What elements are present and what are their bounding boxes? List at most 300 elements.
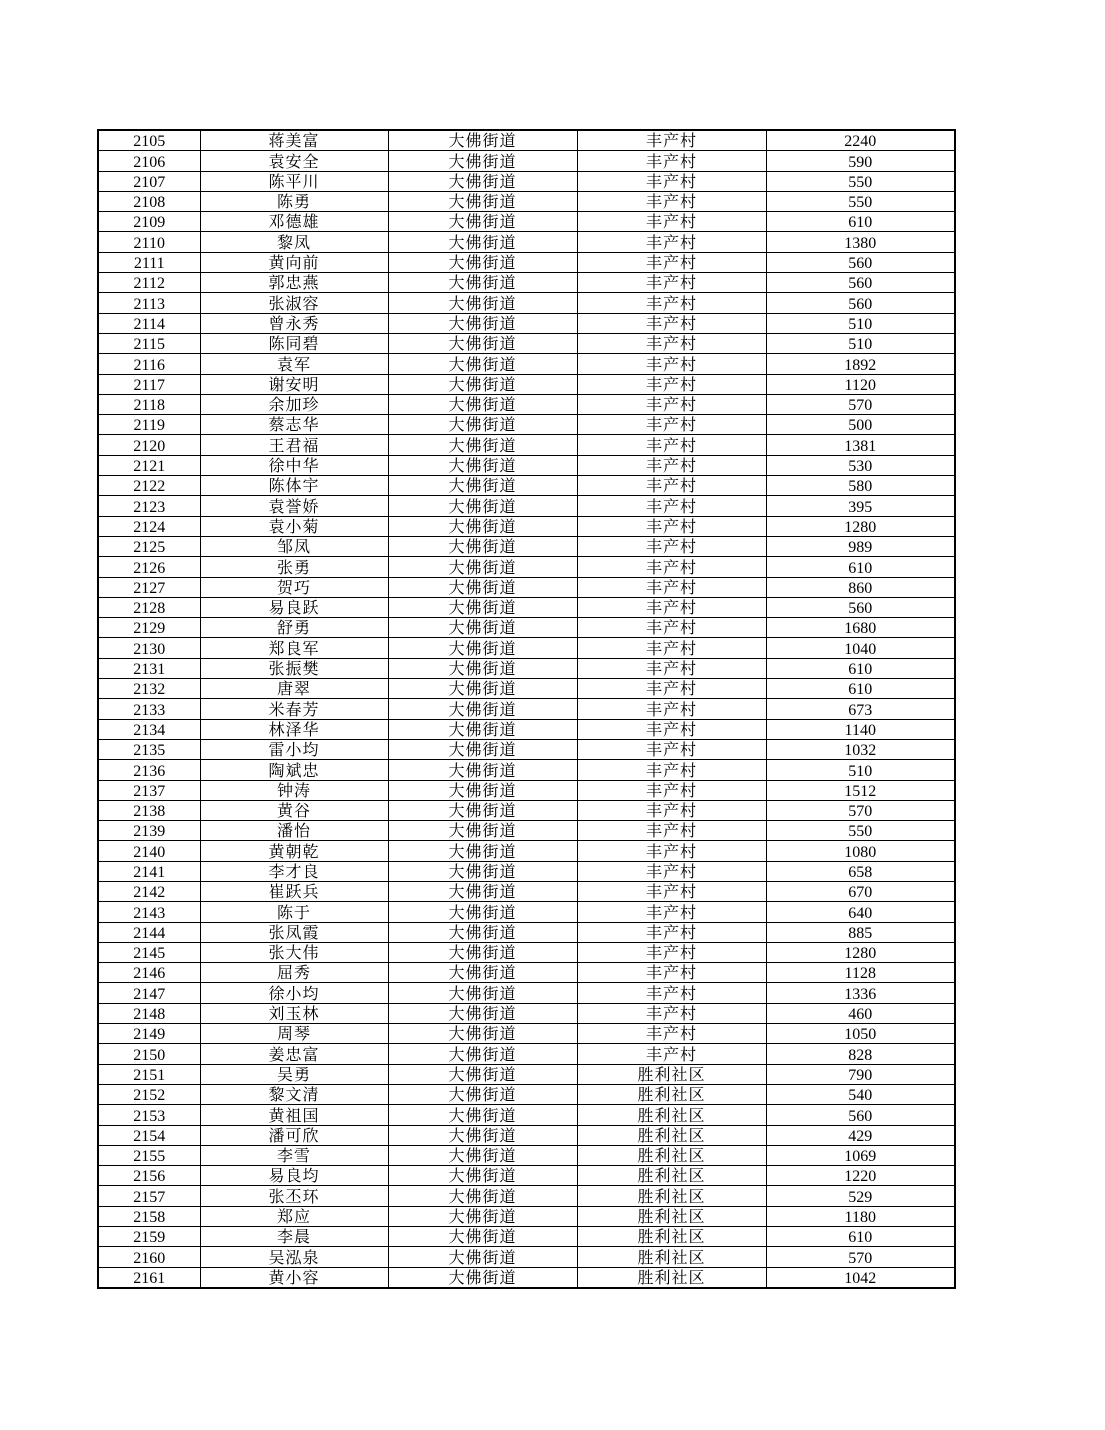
street-cell: 大佛街道 xyxy=(388,1024,577,1044)
village-cell: 胜利社区 xyxy=(577,1084,766,1104)
table-row xyxy=(98,476,955,496)
name-cell: 郑良军 xyxy=(200,638,388,658)
village-cell: 丰产村 xyxy=(577,232,766,252)
table-row xyxy=(98,1247,955,1267)
village-cell: 丰产村 xyxy=(577,313,766,333)
row-number-cell: 2129 xyxy=(98,618,200,638)
name-cell: 潘怡 xyxy=(200,821,388,841)
street-cell: 大佛街道 xyxy=(388,1247,577,1267)
amount-cell: 1080 xyxy=(766,841,955,861)
street-cell: 大佛街道 xyxy=(388,841,577,861)
name-cell: 陈于 xyxy=(200,902,388,922)
amount-cell: 828 xyxy=(766,1044,955,1064)
street-cell: 大佛街道 xyxy=(388,658,577,678)
village-cell: 胜利社区 xyxy=(577,1227,766,1247)
amount-cell: 1680 xyxy=(766,618,955,638)
village-cell: 丰产村 xyxy=(577,618,766,638)
amount-cell: 1140 xyxy=(766,719,955,739)
name-cell: 屈秀 xyxy=(200,963,388,983)
name-cell: 蒋美富 xyxy=(200,130,388,151)
village-cell: 丰产村 xyxy=(577,273,766,293)
street-cell: 大佛街道 xyxy=(388,1267,577,1288)
village-cell: 丰产村 xyxy=(577,1024,766,1044)
street-cell: 大佛街道 xyxy=(388,191,577,211)
street-cell: 大佛街道 xyxy=(388,557,577,577)
street-cell: 大佛街道 xyxy=(388,739,577,759)
street-cell: 大佛街道 xyxy=(388,516,577,536)
village-cell: 丰产村 xyxy=(577,719,766,739)
village-cell: 丰产村 xyxy=(577,800,766,820)
table-row xyxy=(98,841,955,861)
amount-cell: 540 xyxy=(766,1084,955,1104)
row-number-cell: 2116 xyxy=(98,354,200,374)
row-number-cell: 2131 xyxy=(98,658,200,678)
village-cell: 丰产村 xyxy=(577,151,766,171)
name-cell: 张大伟 xyxy=(200,942,388,962)
row-number-cell: 2128 xyxy=(98,597,200,617)
street-cell: 大佛街道 xyxy=(388,313,577,333)
name-cell: 张淑容 xyxy=(200,293,388,313)
row-number-cell: 2160 xyxy=(98,1247,200,1267)
name-cell: 崔跃兵 xyxy=(200,881,388,901)
table-row xyxy=(98,1024,955,1044)
amount-cell: 1336 xyxy=(766,983,955,1003)
table-row xyxy=(98,273,955,293)
street-cell: 大佛街道 xyxy=(388,902,577,922)
name-cell: 吴泓泉 xyxy=(200,1247,388,1267)
table-row xyxy=(98,394,955,414)
amount-cell: 580 xyxy=(766,476,955,496)
table-row xyxy=(98,212,955,232)
street-cell: 大佛街道 xyxy=(388,1145,577,1165)
name-cell: 郭忠燕 xyxy=(200,273,388,293)
row-number-cell: 2118 xyxy=(98,394,200,414)
village-cell: 胜利社区 xyxy=(577,1247,766,1267)
amount-cell: 670 xyxy=(766,881,955,901)
table-row xyxy=(98,760,955,780)
table-row xyxy=(98,1084,955,1104)
row-number-cell: 2156 xyxy=(98,1166,200,1186)
name-cell: 陈体宇 xyxy=(200,476,388,496)
village-cell: 胜利社区 xyxy=(577,1145,766,1165)
name-cell: 黎凤 xyxy=(200,232,388,252)
row-number-cell: 2136 xyxy=(98,760,200,780)
name-cell: 米春芳 xyxy=(200,699,388,719)
row-number-cell: 2107 xyxy=(98,171,200,191)
amount-cell: 429 xyxy=(766,1125,955,1145)
row-number-cell: 2108 xyxy=(98,191,200,211)
table-row xyxy=(98,983,955,1003)
street-cell: 大佛街道 xyxy=(388,679,577,699)
name-cell: 姜忠富 xyxy=(200,1044,388,1064)
street-cell: 大佛街道 xyxy=(388,1003,577,1023)
name-cell: 林泽华 xyxy=(200,719,388,739)
street-cell: 大佛街道 xyxy=(388,415,577,435)
table-row xyxy=(98,597,955,617)
row-number-cell: 2105 xyxy=(98,130,200,151)
amount-cell: 658 xyxy=(766,861,955,881)
village-cell: 丰产村 xyxy=(577,1003,766,1023)
street-cell: 大佛街道 xyxy=(388,760,577,780)
amount-cell: 550 xyxy=(766,171,955,191)
row-number-cell: 2137 xyxy=(98,780,200,800)
table-row xyxy=(98,719,955,739)
table-row xyxy=(98,557,955,577)
village-cell: 丰产村 xyxy=(577,354,766,374)
street-cell: 大佛街道 xyxy=(388,232,577,252)
table-row xyxy=(98,861,955,881)
village-cell: 丰产村 xyxy=(577,191,766,211)
amount-cell: 570 xyxy=(766,394,955,414)
name-cell: 黄向前 xyxy=(200,252,388,272)
amount-cell: 1050 xyxy=(766,1024,955,1044)
row-number-cell: 2122 xyxy=(98,476,200,496)
row-number-cell: 2109 xyxy=(98,212,200,232)
amount-cell: 510 xyxy=(766,333,955,353)
table-row xyxy=(98,252,955,272)
row-number-cell: 2138 xyxy=(98,800,200,820)
name-cell: 易良均 xyxy=(200,1166,388,1186)
village-cell: 丰产村 xyxy=(577,638,766,658)
amount-cell: 560 xyxy=(766,1105,955,1125)
village-cell: 丰产村 xyxy=(577,476,766,496)
village-cell: 丰产村 xyxy=(577,942,766,962)
amount-cell: 1120 xyxy=(766,374,955,394)
street-cell: 大佛街道 xyxy=(388,394,577,414)
name-cell: 黄谷 xyxy=(200,800,388,820)
amount-cell: 570 xyxy=(766,800,955,820)
name-cell: 曾永秀 xyxy=(200,313,388,333)
street-cell: 大佛街道 xyxy=(388,922,577,942)
table-body xyxy=(98,130,955,1288)
name-cell: 郑应 xyxy=(200,1206,388,1226)
village-cell: 丰产村 xyxy=(577,739,766,759)
row-number-cell: 2146 xyxy=(98,963,200,983)
amount-cell: 460 xyxy=(766,1003,955,1023)
name-cell: 袁安全 xyxy=(200,151,388,171)
row-number-cell: 2155 xyxy=(98,1145,200,1165)
village-cell: 丰产村 xyxy=(577,394,766,414)
name-cell: 陈同碧 xyxy=(200,333,388,353)
row-number-cell: 2114 xyxy=(98,313,200,333)
table-row xyxy=(98,902,955,922)
table-row xyxy=(98,1145,955,1165)
street-cell: 大佛街道 xyxy=(388,1206,577,1226)
amount-cell: 885 xyxy=(766,922,955,942)
street-cell: 大佛街道 xyxy=(388,435,577,455)
table-row xyxy=(98,577,955,597)
table-row xyxy=(98,1227,955,1247)
name-cell: 张凤霞 xyxy=(200,922,388,942)
village-cell: 丰产村 xyxy=(577,516,766,536)
amount-cell: 1032 xyxy=(766,739,955,759)
village-cell: 丰产村 xyxy=(577,881,766,901)
name-cell: 贺巧 xyxy=(200,577,388,597)
name-cell: 黄小容 xyxy=(200,1267,388,1288)
table-row xyxy=(98,922,955,942)
name-cell: 吴勇 xyxy=(200,1064,388,1084)
amount-cell: 640 xyxy=(766,902,955,922)
village-cell: 胜利社区 xyxy=(577,1125,766,1145)
street-cell: 大佛街道 xyxy=(388,699,577,719)
name-cell: 余加珍 xyxy=(200,394,388,414)
village-cell: 丰产村 xyxy=(577,293,766,313)
street-cell: 大佛街道 xyxy=(388,780,577,800)
street-cell: 大佛街道 xyxy=(388,597,577,617)
village-cell: 丰产村 xyxy=(577,577,766,597)
name-cell: 蔡志华 xyxy=(200,415,388,435)
street-cell: 大佛街道 xyxy=(388,963,577,983)
amount-cell: 560 xyxy=(766,273,955,293)
name-cell: 黄祖国 xyxy=(200,1105,388,1125)
row-number-cell: 2133 xyxy=(98,699,200,719)
table-row xyxy=(98,1166,955,1186)
row-number-cell: 2147 xyxy=(98,983,200,1003)
amount-cell: 1220 xyxy=(766,1166,955,1186)
amount-cell: 510 xyxy=(766,313,955,333)
row-number-cell: 2130 xyxy=(98,638,200,658)
street-cell: 大佛街道 xyxy=(388,171,577,191)
village-cell: 胜利社区 xyxy=(577,1206,766,1226)
table-row xyxy=(98,516,955,536)
village-cell: 丰产村 xyxy=(577,861,766,881)
row-number-cell: 2106 xyxy=(98,151,200,171)
name-cell: 谢安明 xyxy=(200,374,388,394)
village-cell: 丰产村 xyxy=(577,841,766,861)
village-cell: 丰产村 xyxy=(577,1044,766,1064)
village-cell: 丰产村 xyxy=(577,333,766,353)
street-cell: 大佛街道 xyxy=(388,1227,577,1247)
amount-cell: 790 xyxy=(766,1064,955,1084)
name-cell: 徐小均 xyxy=(200,983,388,1003)
row-number-cell: 2161 xyxy=(98,1267,200,1288)
table-row xyxy=(98,780,955,800)
table-row xyxy=(98,1206,955,1226)
name-cell: 刘玉林 xyxy=(200,1003,388,1023)
amount-cell: 610 xyxy=(766,679,955,699)
village-cell: 丰产村 xyxy=(577,699,766,719)
street-cell: 大佛街道 xyxy=(388,638,577,658)
row-number-cell: 2159 xyxy=(98,1227,200,1247)
village-cell: 丰产村 xyxy=(577,780,766,800)
street-cell: 大佛街道 xyxy=(388,252,577,272)
table-row xyxy=(98,739,955,759)
table-row xyxy=(98,638,955,658)
row-number-cell: 2120 xyxy=(98,435,200,455)
street-cell: 大佛街道 xyxy=(388,719,577,739)
street-cell: 大佛街道 xyxy=(388,618,577,638)
village-cell: 丰产村 xyxy=(577,922,766,942)
amount-cell: 529 xyxy=(766,1186,955,1206)
row-number-cell: 2124 xyxy=(98,516,200,536)
amount-cell: 1040 xyxy=(766,638,955,658)
name-cell: 陶斌忠 xyxy=(200,760,388,780)
village-cell: 丰产村 xyxy=(577,252,766,272)
village-cell: 丰产村 xyxy=(577,902,766,922)
street-cell: 大佛街道 xyxy=(388,496,577,516)
village-cell: 丰产村 xyxy=(577,821,766,841)
row-number-cell: 2123 xyxy=(98,496,200,516)
amount-cell: 1069 xyxy=(766,1145,955,1165)
table-row xyxy=(98,293,955,313)
amount-cell: 1180 xyxy=(766,1206,955,1226)
street-cell: 大佛街道 xyxy=(388,293,577,313)
village-cell: 丰产村 xyxy=(577,983,766,1003)
table-row xyxy=(98,1064,955,1084)
table-row xyxy=(98,1044,955,1064)
village-cell: 丰产村 xyxy=(577,374,766,394)
street-cell: 大佛街道 xyxy=(388,130,577,151)
amount-cell: 610 xyxy=(766,658,955,678)
table-row xyxy=(98,942,955,962)
name-cell: 潘可欣 xyxy=(200,1125,388,1145)
table-row xyxy=(98,1186,955,1206)
row-number-cell: 2153 xyxy=(98,1105,200,1125)
amount-cell: 610 xyxy=(766,1227,955,1247)
name-cell: 易良跃 xyxy=(200,597,388,617)
amount-cell: 1512 xyxy=(766,780,955,800)
table-row xyxy=(98,1003,955,1023)
amount-cell: 560 xyxy=(766,293,955,313)
row-number-cell: 2125 xyxy=(98,536,200,556)
name-cell: 黄朝乾 xyxy=(200,841,388,861)
row-number-cell: 2113 xyxy=(98,293,200,313)
street-cell: 大佛街道 xyxy=(388,374,577,394)
table-row xyxy=(98,232,955,252)
name-cell: 李晨 xyxy=(200,1227,388,1247)
street-cell: 大佛街道 xyxy=(388,800,577,820)
row-number-cell: 2139 xyxy=(98,821,200,841)
street-cell: 大佛街道 xyxy=(388,1084,577,1104)
street-cell: 大佛街道 xyxy=(388,476,577,496)
village-cell: 丰产村 xyxy=(577,658,766,678)
table-row xyxy=(98,313,955,333)
village-cell: 丰产村 xyxy=(577,597,766,617)
amount-cell: 550 xyxy=(766,821,955,841)
street-cell: 大佛街道 xyxy=(388,1044,577,1064)
table-row xyxy=(98,191,955,211)
amount-cell: 1380 xyxy=(766,232,955,252)
table-row xyxy=(98,151,955,171)
village-cell: 丰产村 xyxy=(577,536,766,556)
street-cell: 大佛街道 xyxy=(388,354,577,374)
amount-cell: 510 xyxy=(766,760,955,780)
street-cell: 大佛街道 xyxy=(388,577,577,597)
table-row xyxy=(98,354,955,374)
village-cell: 胜利社区 xyxy=(577,1064,766,1084)
table-row xyxy=(98,618,955,638)
table-row xyxy=(98,1125,955,1145)
row-number-cell: 2143 xyxy=(98,902,200,922)
amount-cell: 1042 xyxy=(766,1267,955,1288)
street-cell: 大佛街道 xyxy=(388,881,577,901)
name-cell: 徐中华 xyxy=(200,455,388,475)
name-cell: 张丕环 xyxy=(200,1186,388,1206)
row-number-cell: 2112 xyxy=(98,273,200,293)
village-cell: 丰产村 xyxy=(577,760,766,780)
table-row xyxy=(98,536,955,556)
street-cell: 大佛街道 xyxy=(388,821,577,841)
name-cell: 李雪 xyxy=(200,1145,388,1165)
table-row xyxy=(98,374,955,394)
name-cell: 张振樊 xyxy=(200,658,388,678)
name-cell: 舒勇 xyxy=(200,618,388,638)
row-number-cell: 2115 xyxy=(98,333,200,353)
table-row xyxy=(98,333,955,353)
name-cell: 张勇 xyxy=(200,557,388,577)
street-cell: 大佛街道 xyxy=(388,1186,577,1206)
row-number-cell: 2142 xyxy=(98,881,200,901)
table-row xyxy=(98,881,955,901)
street-cell: 大佛街道 xyxy=(388,1125,577,1145)
village-cell: 丰产村 xyxy=(577,496,766,516)
village-cell: 丰产村 xyxy=(577,963,766,983)
amount-cell: 610 xyxy=(766,212,955,232)
name-cell: 袁誉娇 xyxy=(200,496,388,516)
street-cell: 大佛街道 xyxy=(388,333,577,353)
table-row xyxy=(98,821,955,841)
table-row xyxy=(98,679,955,699)
table-row xyxy=(98,658,955,678)
name-cell: 陈勇 xyxy=(200,191,388,211)
table-row xyxy=(98,1105,955,1125)
name-cell: 邓德雄 xyxy=(200,212,388,232)
village-cell: 丰产村 xyxy=(577,455,766,475)
table-row xyxy=(98,800,955,820)
village-cell: 丰产村 xyxy=(577,212,766,232)
data-table xyxy=(97,129,956,1289)
table-row xyxy=(98,130,955,151)
street-cell: 大佛街道 xyxy=(388,983,577,1003)
street-cell: 大佛街道 xyxy=(388,1105,577,1125)
name-cell: 钟涛 xyxy=(200,780,388,800)
row-number-cell: 2117 xyxy=(98,374,200,394)
amount-cell: 1280 xyxy=(766,942,955,962)
table-row xyxy=(98,699,955,719)
village-cell: 胜利社区 xyxy=(577,1166,766,1186)
table-row xyxy=(98,171,955,191)
table-row xyxy=(98,435,955,455)
name-cell: 周琴 xyxy=(200,1024,388,1044)
table-row xyxy=(98,1267,955,1288)
row-number-cell: 2144 xyxy=(98,922,200,942)
amount-cell: 1280 xyxy=(766,516,955,536)
name-cell: 袁军 xyxy=(200,354,388,374)
amount-cell: 1892 xyxy=(766,354,955,374)
village-cell: 丰产村 xyxy=(577,435,766,455)
row-number-cell: 2141 xyxy=(98,861,200,881)
name-cell: 袁小菊 xyxy=(200,516,388,536)
village-cell: 丰产村 xyxy=(577,679,766,699)
amount-cell: 560 xyxy=(766,252,955,272)
amount-cell: 590 xyxy=(766,151,955,171)
street-cell: 大佛街道 xyxy=(388,1166,577,1186)
name-cell: 雷小均 xyxy=(200,739,388,759)
village-cell: 胜利社区 xyxy=(577,1267,766,1288)
amount-cell: 989 xyxy=(766,536,955,556)
row-number-cell: 2132 xyxy=(98,679,200,699)
amount-cell: 2240 xyxy=(766,130,955,151)
name-cell: 唐翠 xyxy=(200,679,388,699)
row-number-cell: 2121 xyxy=(98,455,200,475)
amount-cell: 395 xyxy=(766,496,955,516)
table-row xyxy=(98,455,955,475)
row-number-cell: 2149 xyxy=(98,1024,200,1044)
street-cell: 大佛街道 xyxy=(388,151,577,171)
row-number-cell: 2151 xyxy=(98,1064,200,1084)
amount-cell: 550 xyxy=(766,191,955,211)
street-cell: 大佛街道 xyxy=(388,1064,577,1084)
